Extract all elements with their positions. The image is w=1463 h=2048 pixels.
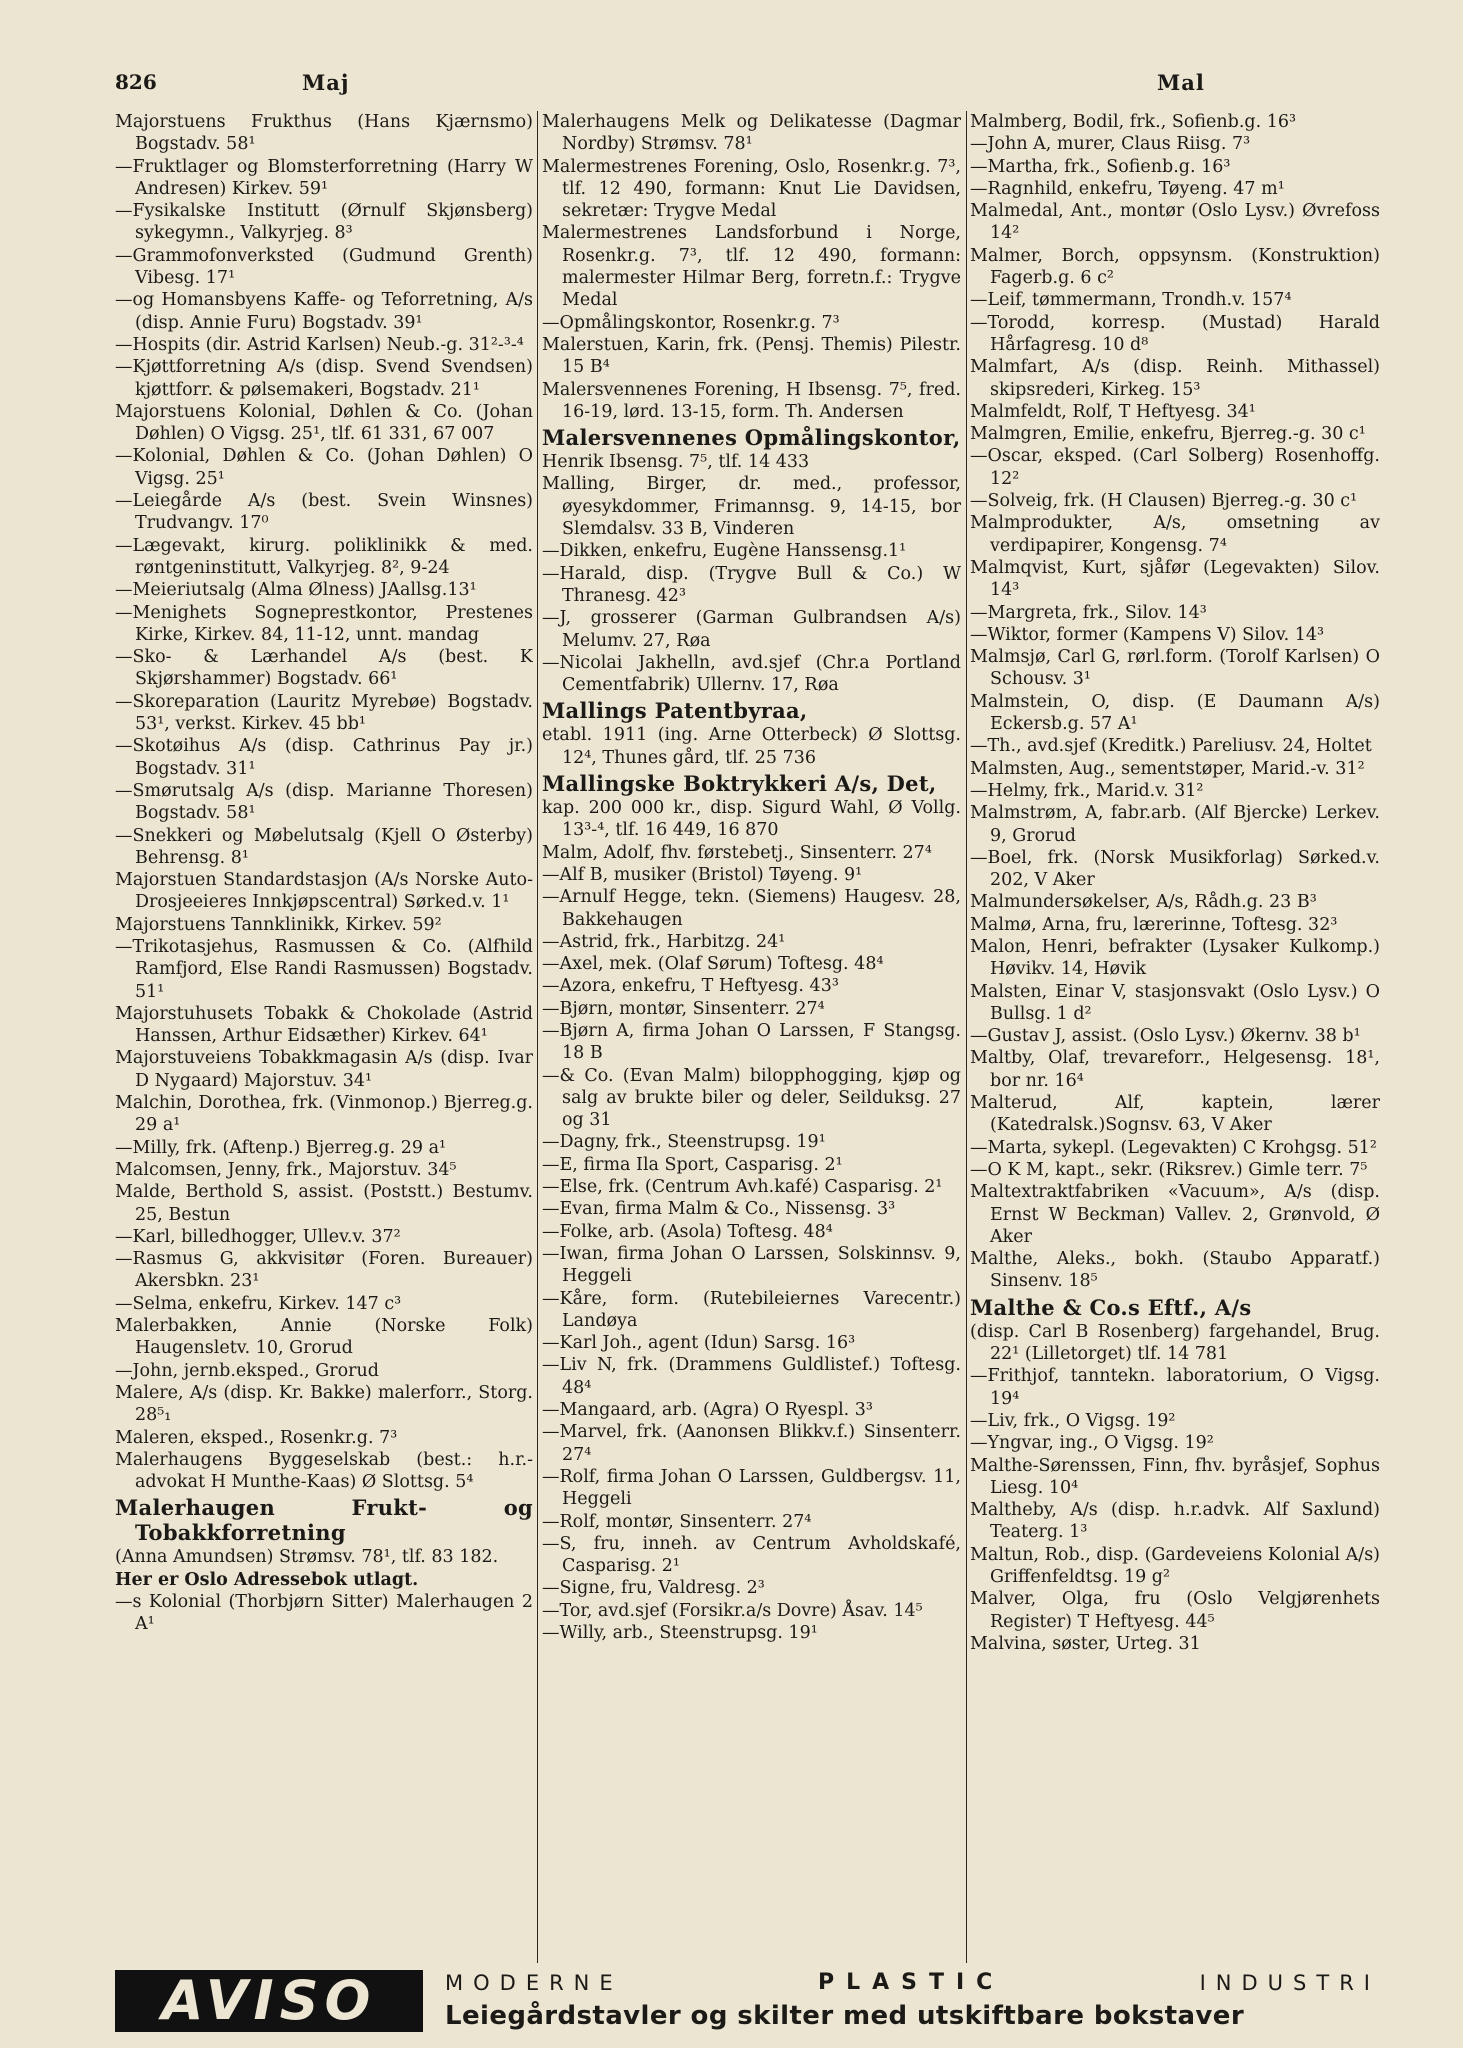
directory-entry: Mallings Patentbyraa, — [542, 698, 808, 724]
directory-entry: Maleren, eksped., Rosenkr.g. 7³ — [115, 1427, 398, 1448]
directory-entry: Malm, Adolf, fhv. førstebetj., Sinsenterr. 27⁴ — [542, 842, 932, 863]
directory-entry: —Marvel, frk. (Aanonsen Blikkv.f.) Sinsenterr. 27⁴ — [542, 1422, 961, 1465]
directory-entry: —Dikken, enkefru, Eugène Hanssensg.1¹ — [542, 541, 907, 562]
directory-entry: —Milly, frk. (Aftenp.) Bjerreg.g. 29 a¹ — [115, 1137, 447, 1158]
directory-entry: —Rasmus G, akkvisitør (Foren. Bureauer) Akersbkn. 23¹ — [115, 1249, 533, 1292]
directory-entry: —Leiegårde A/s (best. Svein Winsnes) Trudvangv. 17⁰ — [115, 491, 533, 534]
directory-entry: —Martha, frk., Sofienb.g. 16³ — [970, 156, 1231, 177]
directory-entry: Malerbakken, Annie (Norske Folk) Haugensletv. 10, Grorud — [115, 1316, 533, 1359]
aviso-logo: AVISO — [115, 1970, 423, 2032]
directory-entry: —Fysikalske Institutt (Ørnulf Skjønsberg) sykegymn., Valkyrjeg. 8³ — [115, 201, 533, 244]
directory-entry: Malchin, Dorothea, frk. (Vinmonop.) Bjerreg.g. 29 a¹ — [115, 1093, 533, 1136]
directory-entry: Malerhaugens Melk og Delikatesse (Dagmar Nordby) Strømsv. 78¹ — [542, 112, 961, 155]
directory-entry: —O K M, kapt., sekr. (Riksrev.) Gimle terr. 7⁵ — [970, 1159, 1368, 1180]
directory-entry: Malde, Berthold S, assist. (Poststt.) Bestumv. 25, Bestun — [115, 1182, 533, 1225]
directory-entry: Malmstrøm, A, fabr.arb. (Alf Bjercke) Lerkev. 9, Grorud — [970, 803, 1380, 846]
directory-entry: —Willy, arb., Steenstrupsg. 19¹ — [542, 1623, 818, 1643]
directory-entry: —E, firma Ila Sport, Casparisg. 2¹ — [542, 1154, 843, 1175]
directory-entry: —Torodd, korresp. (Mustad) Harald Hårfagresg. 10 d⁸ — [970, 312, 1380, 355]
directory-entry: —Menighets Sogneprestkontor, Prestenes Kirke, Kirkev. 84, 11-12, unnt. mandag — [115, 602, 533, 645]
directory-entry: —Grammofonverksted (Gudmund Grenth) Vibesg. 17¹ — [115, 245, 533, 289]
directory-entry: —Skoreparation (Lauritz Myrebøe) Bogstadv. 53¹, verkst. Kirkev. 45 bb¹ — [115, 691, 533, 735]
directory-column-2 — [542, 111, 961, 1961]
directory-entry: —Hospits (dir. Astrid Karlsen) Neub.-g. 31²-³-⁴ — [115, 334, 524, 355]
page-number: 826 — [115, 70, 157, 94]
directory-entry: Majorstuens Tannklinikk, Kirkev. 59² — [115, 914, 442, 935]
directory-entry: Malersvennenes Forening, H Ibsensg. 7⁵, fred. 16-19, lørd. 13-15, form. Th. Andersen — [542, 379, 961, 422]
directory-entry: —Liv N, frk. (Drammens Guldlistef.) Toftesg. 48⁴ — [542, 1355, 961, 1398]
directory-entry: Malmsten, Aug., sementstøper, Marid.-v. 31² — [970, 758, 1365, 779]
advertisement-banner — [115, 1970, 1380, 2032]
directory-entry: —Leif, tømmermann, Trondh.v. 157⁴ — [970, 290, 1292, 311]
directory-entry: Malmedal, Ant., montør (Oslo Lysv.) Øvrefoss 14² — [970, 201, 1380, 244]
ad-word: MODERNE — [445, 1971, 623, 1995]
directory-entry: —Tor, avd.sjef (Forsikr.a/s Dovre) Åsav. 14⁵ — [542, 1600, 923, 1621]
directory-entry: —Frithjof, tanntekn. laboratorium, O Vigsg. 19⁴ — [970, 1366, 1380, 1409]
directory-entry: —Else, frk. (Centrum Avh.kafé) Casparisg. 2¹ — [542, 1177, 943, 1198]
directory-entry: Malon, Henri, befrakter (Lysaker Kulkomp.) Høvikv. 14, Høvik — [970, 936, 1380, 980]
directory-entry: —og Homansbyens Kaffe- og Teforretning, A/s (disp. Annie Furu) Bogstadv. 39¹ — [115, 290, 533, 333]
directory-entry: Malthe-Sørenssen, Finn, fhv. byråsjef, Sophus Liesg. 10⁴ — [970, 1455, 1380, 1498]
directory-entry: —Bjørn, montør, Sinsenterr. 27⁴ — [542, 998, 825, 1019]
right-catchword: Mal — [1157, 70, 1205, 95]
column-divider — [966, 111, 967, 1963]
left-catchword: Maj — [302, 70, 350, 95]
directory-entry: —Karl, billedhogger, Ullev.v. 37² — [115, 1226, 401, 1247]
directory-entry: —Solveig, frk. (H Clausen) Bjerreg.-g. 30 c¹ — [970, 491, 1358, 512]
directory-entry: Malmundersøkelser, A/s, Rådh.g. 23 B³ — [970, 892, 1317, 913]
directory-entry: —Meieriutsalg (Alma Ølness) JAallsg.13¹ — [115, 580, 477, 601]
directory-entry: —Dagny, frk., Steenstrupsg. 19¹ — [542, 1132, 826, 1153]
directory-entry: —Nicolai Jakhelln, avd.sjef (Chr.a Portland Cementfabrik) Ullernv. 17, Røa — [542, 652, 961, 696]
directory-entry: Maltby, Olaf, trevareforr., Helgesensg. 18¹, bor nr. 16⁴ — [970, 1048, 1380, 1091]
directory-entry: Malmstein, O, disp. (E Daumann A/s) Eckersb.g. 57 A¹ — [970, 691, 1380, 735]
directory-entry: —Helmy, frk., Marid.v. 31² — [970, 780, 1204, 801]
directory-entry: kap. 200 000 kr., disp. Sigurd Wahl, Ø Vollg. 13³-⁴, tlf. 16 449, 16 870 — [542, 798, 961, 841]
directory-entry: (disp. Carl B Rosenberg) fargehandel, Brug. 22¹ (Lilletorget) tlf. 14 781 — [970, 1321, 1380, 1365]
directory-entry: —Kolonial, Døhlen & Co. (Johan Døhlen) O Vigsg. 25¹ — [115, 446, 533, 489]
directory-entry: —Liv, frk., O Vigsg. 19² — [970, 1410, 1176, 1431]
directory-entry: Malling, Birger, dr. med., professor, øyesykdommer, Frimannsg. 9, 14-15, bor Slemdalsv. 33 B, Vinderen — [542, 474, 961, 540]
directory-entry: Henrik Ibsensg. 7⁵, tlf. 14 433 — [542, 452, 810, 473]
directory-entry: —Bjørn A, firma Johan O Larssen, F Stangsg. 18 B — [542, 1020, 961, 1064]
directory-entry: Malermestrenes Landsforbund i Norge, Rosenkr.g. 7³, tlf. 12 490, formann: malermester Hilmar Berg, forretn.f.: Trygve Medal — [542, 223, 961, 311]
directory-entry: —Trikotasjehus, Rasmussen & Co. (Alfhild Ramfjord, Else Randi Rasmussen) Bogstadv. 51¹ — [115, 936, 533, 1002]
directory-entry: —John A, murer, Claus Riisg. 7³ — [970, 134, 1251, 155]
directory-entry: Malmberg, Bodil, frk., Sofienb.g. 16³ — [970, 112, 1297, 132]
directory-entry: Malmprodukter, A/s, omsetning av verdipapirer, Kongensg. 7⁴ — [970, 513, 1380, 556]
directory-entry: Majorstuen Standardstasjon (A/s Norske Auto- Drosjeeieres Innkjøpscentral) Sørked.v. 1¹ — [115, 870, 533, 913]
directory-entry: Majorstuveiens Tobakkmagasin A/s (disp. Ivar D Nygaard) Majorstuv. 34¹ — [115, 1048, 533, 1091]
directory-entry: Malmqvist, Kurt, sjåfør (Legevakten) Silov. 14³ — [970, 557, 1380, 601]
page-header — [0, 70, 1463, 104]
directory-entry: Malere, A/s (disp. Kr. Bakke) malerforr., Storg. 28⁵₁ — [115, 1382, 533, 1426]
directory-entry: Malcomsen, Jenny, frk., Majorstuv. 34⁵ — [115, 1159, 457, 1180]
directory-entry: Her er Oslo Adressebok utlagt. — [115, 1569, 419, 1590]
directory-entry: —Margreta, frk., Silov. 14³ — [970, 602, 1207, 623]
directory-entry: —Folke, arb. (Asola) Toftesg. 48⁴ — [542, 1221, 833, 1242]
directory-entry: —Fruktlager og Blomsterforretning (Harry W Andresen) Kirkev. 59¹ — [115, 156, 533, 199]
directory-entry: —Skotøihus A/s (disp. Cathrinus Pay jr.) Bogstadv. 31¹ — [115, 736, 533, 779]
directory-entry: Malerstuen, Karin, frk. (Pensj. Themis) Pilestr. 15 B⁴ — [542, 334, 961, 378]
directory-entry: —Selma, enkefru, Kirkev. 147 c³ — [115, 1293, 402, 1314]
directory-entry: Majorstuens Kolonial, Døhlen & Co. (Johan Døhlen) O Vigsg. 25¹, tlf. 61 331, 67 007 — [115, 401, 533, 445]
directory-entry: Malersvennenes Opmålingskontor, — [542, 425, 961, 451]
directory-entry: —Astrid, frk., Harbitzg. 24¹ — [542, 931, 786, 952]
directory-entry: —Karl Joh., agent (Idun) Sarsg. 16³ — [542, 1333, 856, 1354]
directory-entry: —Arnulf Hegge, tekn. (Siemens) Haugesv. 28, Bakkehaugen — [542, 887, 961, 930]
ad-word: INDUSTRI — [1199, 1971, 1380, 1995]
directory-entry: —Th., avd.sjef (Kreditk.) Pareliusv. 24, Holtet — [970, 736, 1372, 757]
directory-column-3 — [970, 111, 1380, 1961]
directory-entry: Malmgren, Emilie, enkefru, Bjerreg.-g. 30 c¹ — [970, 424, 1366, 445]
directory-entry: —John, jernb.eksped., Grorud — [115, 1360, 380, 1381]
ad-slogan: Leiegårdstavler og skilter med utskiftbare bokstaver — [445, 2001, 1245, 2031]
directory-entry: Malerhaugen Frukt- og Tobakkforretning — [115, 1495, 533, 1546]
directory-entry: Malmø, Arna, fru, lærerinne, Toftesg. 32³ — [970, 914, 1338, 935]
column-divider — [537, 111, 538, 1963]
directory-entry: Malterud, Alf, kaptein, lærer (Katedralsk.)Sognsv. 63, V Aker — [970, 1093, 1380, 1136]
directory-entry: —Lægevakt, kirurg. poliklinikk & med. røntgeninstitutt, Valkyrjeg. 8², 9-24 — [115, 535, 533, 578]
directory-entry: —Sko- & Lærhandel A/s (best. K Skjørshammer) Bogstadv. 66¹ — [115, 647, 533, 690]
directory-entry: Malerhaugens Byggeselskab (best.: h.r.-advokat H Munthe-Kaas) Ø Slottsg. 5⁴ — [115, 1449, 533, 1493]
directory-entry: Majorstuhusets Tobakk & Chokolade (Astrid Hanssen, Arthur Eidsæther) Kirkev. 64¹ — [115, 1003, 533, 1047]
ad-tagline — [445, 1970, 1380, 1996]
directory-entry: —Marta, sykepl. (Legevakten) C Krohgsg. 51² — [970, 1137, 1377, 1158]
directory-entry: —J, grosserer (Garman Gulbrandsen A/s) Melumv. 27, Røa — [542, 608, 961, 651]
directory-entry: Malthe, Aleks., bokh. (Staubo Apparatf.) Sinsenv. 18⁵ — [970, 1249, 1380, 1292]
directory-entry: —Opmålingskontor, Rosenkr.g. 7³ — [542, 312, 840, 333]
directory-column-1 — [115, 111, 533, 1961]
directory-entry: —& Co. (Evan Malm) bilopphogging, kjøp og salg av brukte biler og deler, Seilduksg. 27 og 31 — [542, 1065, 961, 1131]
directory-entry: —Rolf, firma Johan O Larssen, Guldbergsv. 11, Heggeli — [542, 1466, 961, 1510]
directory-entry: —Gustav J, assist. (Oslo Lysv.) Økernv. 38 b¹ — [970, 1026, 1361, 1047]
directory-entry: —Rolf, montør, Sinsenterr. 27⁴ — [542, 1511, 812, 1532]
directory-entry: —Alf B, musiker (Bristol) Tøyeng. 9¹ — [542, 864, 863, 885]
directory-entry: Maltheby, A/s (disp. h.r.advk. Alf Saxlund) Teaterg. 1³ — [970, 1500, 1380, 1543]
directory-entry: Maltun, Rob., disp. (Gardeveiens Kolonial A/s) Griffenfeldtsg. 19 g² — [970, 1544, 1380, 1587]
directory-entry: —Mangaard, arb. (Agra) O Ryespl. 3³ — [542, 1400, 873, 1421]
directory-entry: Malsten, Einar V, stasjonsvakt (Oslo Lysv.) O Bullsg. 1 d² — [970, 981, 1380, 1024]
directory-entry: —S, fru, inneh. av Centrum Avholdskafé, Casparisg. 2¹ — [542, 1533, 961, 1577]
directory-entry: —Kjøttforretning A/s (disp. Svend Svendsen) kjøttforr. & pølsemakeri, Bogstadv. 21¹ — [115, 357, 533, 400]
directory-entry: Malver, Olga, fru (Oslo Velgjørenhets Register) T Heftyesg. 44⁵ — [970, 1589, 1380, 1632]
directory-entry: etabl. 1911 (ing. Arne Otterbeck) Ø Slottsg. 12⁴, Thunes gård, tlf. 25 736 — [542, 725, 961, 768]
directory-entry: Malermestrenes Forening, Oslo, Rosenkr.g. 7³, tlf. 12 490, formann: Knut Lie Davidsen, sekretær: Trygve Medal — [542, 156, 961, 222]
ad-word: PLASTIC — [817, 1970, 1005, 1995]
directory-entry: (Anna Amundsen) Strømsv. 78¹, tlf. 83 182. — [115, 1547, 499, 1568]
directory-entry: Malvina, søster, Urteg. 31 — [970, 1633, 1201, 1654]
directory-entry: Malmer, Borch, oppsynsm. (Konstruktion) Fagerb.g. 6 c² — [970, 245, 1380, 289]
directory-entry: —Yngvar, ing., O Vigsg. 19² — [970, 1433, 1214, 1454]
directory-entry: —Harald, disp. (Trygve Bull & Co.) W Thranesg. 42³ — [542, 563, 961, 606]
directory-entry: Malthe & Co.s Eftf., A/s — [970, 1294, 1252, 1320]
directory-entry: —Kåre, form. (Rutebileiernes Varecentr.) Landøya — [542, 1288, 961, 1331]
directory-entry: —Axel, mek. (Olaf Sørum) Toftesg. 48⁴ — [542, 954, 884, 975]
directory-entry: Majorstuens Frukthus (Hans Kjærnsmo) Bogstadv. 58¹ — [115, 112, 533, 155]
directory-entry: Malmfart, A/s (disp. Reinh. Mithassel) skipsrederi, Kirkeg. 15³ — [970, 357, 1380, 400]
directory-entry: —Ragnhild, enkefru, Tøyeng. 47 m¹ — [970, 178, 1285, 199]
directory-entry: —Signe, fru, Valdresg. 2³ — [542, 1578, 765, 1599]
directory-entry: —s Kolonial (Thorbjørn Sitter) Malerhaugen 2 A¹ — [115, 1592, 533, 1635]
directory-entry: —Azora, enkefru, T Heftyesg. 43³ — [542, 976, 839, 997]
directory-entry: —Snekkeri og Møbelutsalg (Kjell O Østerby) Behrensg. 8¹ — [115, 825, 533, 868]
directory-entry: —Iwan, firma Johan O Larssen, Solskinnsv. 9, Heggeli — [542, 1243, 961, 1287]
directory-entry: Mallingske Boktrykkeri A/s, Det, — [542, 771, 937, 797]
directory-entry: Malmfeldt, Rolf, T Heftyesg. 34¹ — [970, 401, 1256, 422]
directory-entry: —Evan, firma Malm & Co., Nissensg. 3³ — [542, 1199, 896, 1220]
directory-entry: —Smørutsalg A/s (disp. Marianne Thoresen) Bogstadv. 58¹ — [115, 780, 533, 824]
directory-entry: —Boel, frk. (Norsk Musikforlag) Sørked.v. 202, V Aker — [970, 847, 1380, 891]
directory-entry: Maltextraktfabriken «Vacuum», A/s (disp. Ernst W Beckman) Vallev. 2, Grønvold, Ø Aker — [970, 1182, 1380, 1247]
directory-entry: —Wiktor, former (Kampens V) Silov. 14³ — [970, 624, 1325, 645]
directory-entry: Malmsjø, Carl G, rørl.form. (Torolf Karlsen) O Schousv. 3¹ — [970, 647, 1380, 690]
directory-entry: —Oscar, eksped. (Carl Solberg) Rosenhoffg. 12² — [970, 446, 1380, 489]
